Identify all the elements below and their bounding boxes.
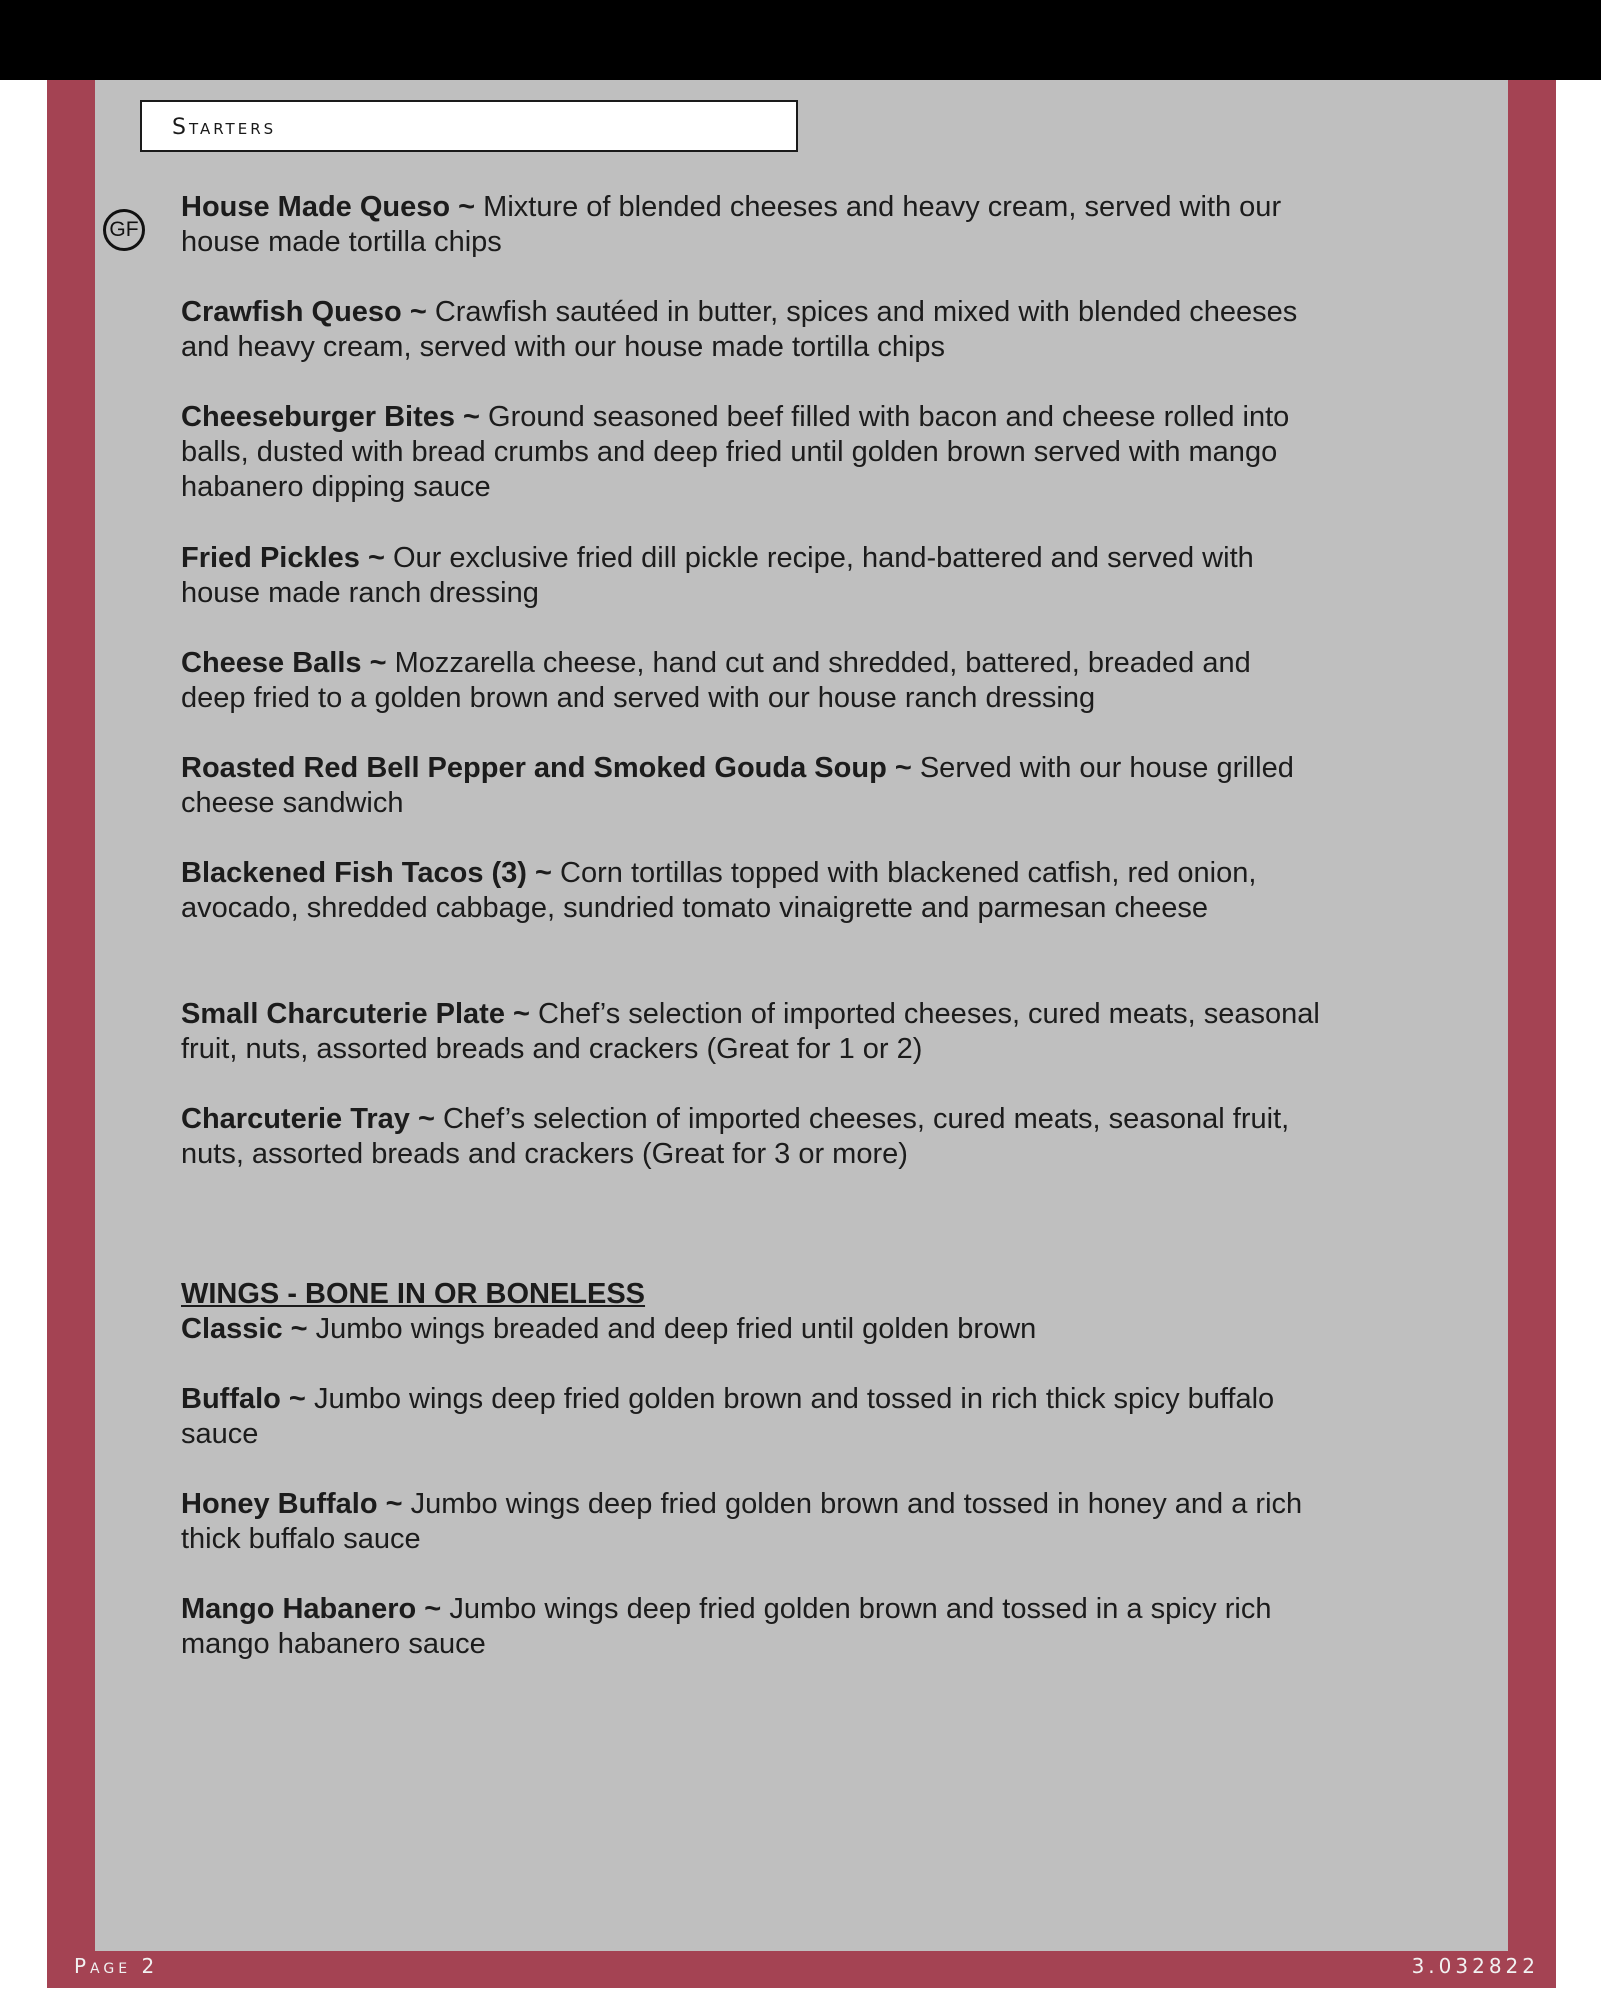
item-description: Served with our house grilled cheese sandwich [181, 752, 1294, 819]
item-description: Our exclusive fried dill pickle recipe, hand-battered and served with house made ranch dressing [181, 542, 1254, 609]
menu-item-cheese-balls [181, 646, 1321, 716]
item-name: Mango Habanero ~ [181, 1593, 442, 1625]
menu-item-small-charcuterie-plate [181, 997, 1321, 1067]
menu-item-wings-mango-habanero [181, 1592, 1321, 1662]
item-name: Cheeseburger Bites ~ [181, 401, 480, 433]
item-name: Charcuterie Tray ~ [181, 1103, 435, 1135]
item-description: Mixture of blended cheeses and heavy cream, served with our house made tortilla chips [181, 191, 1282, 258]
top-bar [0, 0, 1601, 80]
menu-item-wings-classic [181, 1312, 1321, 1347]
item-description: Jumbo wings deep fried golden brown and tossed in a spicy rich mango habanero sauce [181, 1593, 1272, 1660]
menu-item-wings-buffalo [181, 1382, 1321, 1452]
menu-item-charcuterie-tray [181, 1102, 1321, 1172]
menu-item-wings-honey-buffalo [181, 1487, 1321, 1557]
page-number: Page 2 [74, 1954, 159, 1978]
item-name: House Made Queso ~ [181, 191, 476, 223]
item-description: Jumbo wings breaded and deep fried until golden brown [315, 1313, 1037, 1345]
item-name: Fried Pickles ~ [181, 542, 385, 574]
menu-item-blackened-fish-tacos [181, 856, 1321, 926]
item-name: Classic ~ [181, 1313, 308, 1345]
item-name: Roasted Red Bell Pepper and Smoked Gouda Soup ~ [181, 752, 912, 784]
item-description: Jumbo wings deep fried golden brown and tossed in rich thick spicy buffalo sauce [181, 1383, 1275, 1450]
section-header-box [140, 100, 798, 152]
item-description: Corn tortillas topped with blackened catfish, red onion, avocado, shredded cabbage, sundried tomato vinaigrette and parmesan cheese [181, 857, 1257, 924]
menu-item-gouda-soup [181, 751, 1321, 821]
menu-item-house-made-queso [181, 190, 1321, 260]
item-description: Ground seasoned beef filled with bacon and cheese rolled into balls, dusted with bread crumbs and deep fried until golden brown served with mango habanero dipping sauce [181, 401, 1290, 503]
wings-heading: WINGS - BONE IN OR BONELESS [181, 1278, 646, 1310]
item-name: Honey Buffalo ~ [181, 1488, 403, 1520]
item-name: Buffalo ~ [181, 1383, 306, 1415]
item-description: Crawfish sautéed in butter, spices and mixed with blended cheeses and heavy cream, served with our house made tortilla chips [181, 296, 1298, 363]
item-name: Blackened Fish Tacos (3) ~ [181, 857, 552, 889]
item-name: Small Charcuterie Plate ~ [181, 998, 530, 1030]
item-description: Chef’s selection of imported cheeses, cured meats, seasonal fruit, nuts, assorted breads and crackers (Great for 3 or more) [181, 1103, 1290, 1170]
menu-item-cheeseburger-bites [181, 400, 1321, 505]
section-title: Starters [172, 115, 277, 140]
menu-version-code: 3.032822 [1411, 1954, 1539, 1978]
item-description: Jumbo wings deep fried golden brown and tossed in honey and a rich thick buffalo sauce [181, 1488, 1303, 1555]
item-description: Chef’s selection of imported cheeses, cured meats, seasonal fruit, nuts, assorted breads and crackers (Great for 1 or 2) [181, 998, 1320, 1065]
menu-item-fried-pickles [181, 541, 1321, 611]
menu-item-crawfish-queso [181, 295, 1321, 365]
item-description: Mozzarella cheese, hand cut and shredded, battered, breaded and deep fried to a golden brown and served with our house ranch dressing [181, 647, 1251, 714]
gluten-free-icon: GF [103, 209, 145, 251]
item-name: Cheese Balls ~ [181, 647, 387, 679]
item-name: Crawfish Queso ~ [181, 296, 427, 328]
